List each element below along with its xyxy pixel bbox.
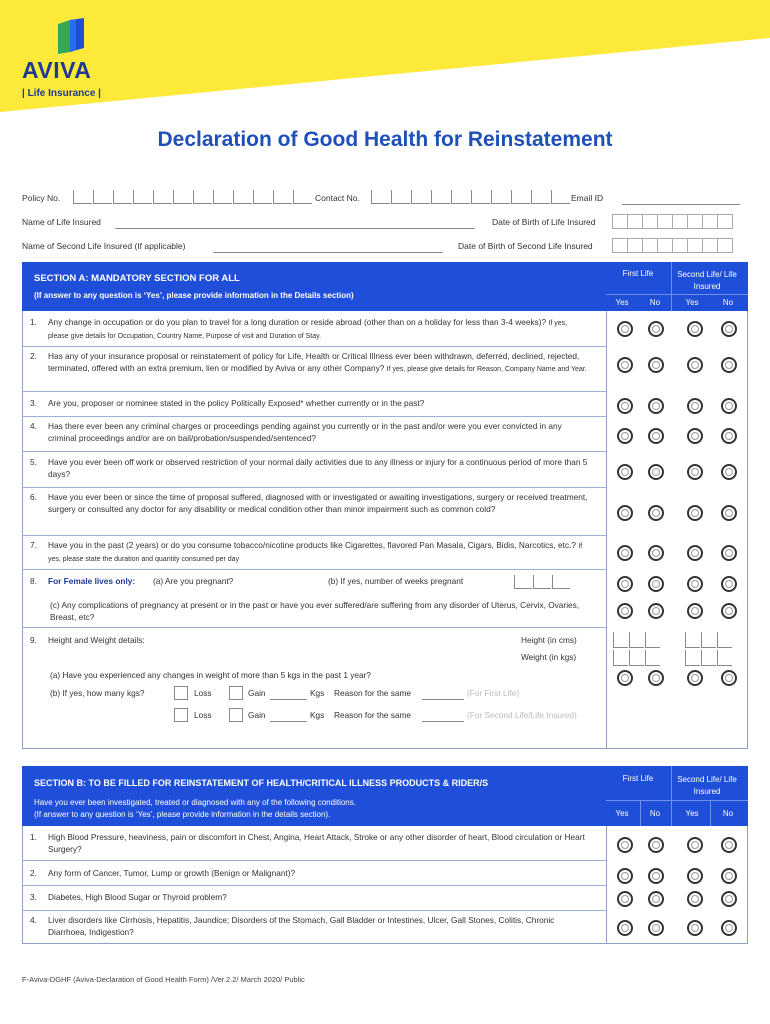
for-first-life-note: (For First Life) <box>467 688 520 698</box>
col-yes-first: Yes <box>615 298 629 307</box>
dob-second-label: Date of Birth of Second Life Insured <box>458 241 593 251</box>
kgs-label-second: Kgs <box>310 710 325 720</box>
col-yes-second: Yes <box>685 298 699 307</box>
radio-row8-second-yes[interactable] <box>687 576 703 592</box>
question-a9b: (b) If yes, how many kgs? <box>50 688 145 698</box>
radio-row11-first-yes[interactable] <box>617 837 633 853</box>
radio-row1-first-yes[interactable] <box>617 321 633 337</box>
kgs-input-second[interactable] <box>270 710 307 722</box>
question-a8-label: For Female lives only: <box>48 576 136 586</box>
col-first-life: First Life <box>622 269 654 278</box>
question-a8c: (c) Any complications of pregnancy at present or in the past or have you ever suffered/are suffering from any disorder of Uterus, Cervix, Ovaries, Breast, etc? <box>50 600 580 622</box>
name-second-input[interactable] <box>213 241 443 253</box>
radio-row14-first-no[interactable] <box>648 920 664 936</box>
radio-row12-first-yes[interactable] <box>617 868 633 884</box>
section-b-sub1: Have you ever been investigated, treated or diagnosed with any of the following conditions. <box>34 798 356 807</box>
radio-row2-first-no[interactable] <box>648 357 664 373</box>
radio-row12-second-yes[interactable] <box>687 868 703 884</box>
email-id-input[interactable] <box>622 193 740 205</box>
radio-row9-second-no[interactable] <box>721 603 737 619</box>
radio-row11-second-no[interactable] <box>721 837 737 853</box>
radio-row3-first-no[interactable] <box>648 398 664 414</box>
aviva-flag-icon <box>56 18 86 56</box>
b-col-no-second: No <box>722 809 734 818</box>
radio-row7-first-no[interactable] <box>648 545 664 561</box>
question-b4: 4. Liver disorders like Cirrhosis, Hepatitis, Jaundice; Disorders of the Stomach, Gall Bladder or Intestines, Ulcer, Gall Stones, Colitis, Chronic Diarrhoea, Indigestion? <box>30 915 555 937</box>
weight-label: Weight (in kgs) <box>521 652 577 662</box>
radio-row12-first-no[interactable] <box>648 868 664 884</box>
question-b1: 1. High Blood Pressure, heaviness, pain or discomfort in Chest, Angina, Heart Attack, Stroke or any other disorder of heart, Blood circulation or Heart Surgery? <box>30 832 585 854</box>
question-a9-label: Height and Weight details: <box>48 635 145 645</box>
radio-row7-second-no[interactable] <box>721 545 737 561</box>
weeks-pregnant-input[interactable] <box>514 575 571 589</box>
radio-row2-second-no[interactable] <box>721 357 737 373</box>
radio-row10-first-no[interactable] <box>648 670 664 686</box>
loss-label-first: Loss <box>194 688 212 698</box>
question-a8b: (b) If yes, number of weeks pregnant <box>328 576 464 586</box>
brand-name: AVIVA <box>22 57 92 83</box>
radio-row4-second-yes[interactable] <box>687 428 703 444</box>
radio-row3-first-yes[interactable] <box>617 398 633 414</box>
form-footer: F-Aviva-DGHF (Aviva-Declaration of Good Health Form) /Ver.2.2/ March 2020/ Public <box>22 975 305 984</box>
policy-no-label: Policy No. <box>22 193 61 203</box>
radio-row14-second-no[interactable] <box>721 920 737 936</box>
radio-row3-second-no[interactable] <box>721 398 737 414</box>
dob-second-input[interactable] <box>612 238 732 253</box>
radio-row5-first-yes[interactable] <box>617 464 633 480</box>
name-second-label: Name of Second Life Insured (If applicable) <box>22 241 186 251</box>
question-a6: 6. Have you ever been or since the time of proposal suffered, diagnosed with or investigated or awaiting investigations, surgery or received treatment, surgery or consulted any doctor for any disability or medical condition other than minor impairment such as common cold? <box>30 492 588 514</box>
radio-row13-first-yes[interactable] <box>617 891 633 907</box>
question-a4: 4. Has there ever been any criminal charges or proceedings pending against you currently or in the past and/or were you ever convicted in any criminal proceedings and/or are on bail/probation/suspended/sentenced? <box>30 421 562 443</box>
radio-row1-second-no[interactable] <box>721 321 737 337</box>
radio-row12-second-no[interactable] <box>721 868 737 884</box>
radio-row1-first-no[interactable] <box>648 321 664 337</box>
gain-checkbox-first[interactable] <box>229 686 243 700</box>
loss-label-second: Loss <box>194 710 212 720</box>
section-a-subtitle: (If answer to any question is ‘Yes’, please provide information in the Details section) <box>34 291 354 300</box>
dob-life-insured-input[interactable] <box>612 214 732 229</box>
radio-row9-first-no[interactable] <box>648 603 664 619</box>
section-b-title: SECTION B: TO BE FILLED FOR REINSTATEMENT OF HEALTH/CRITICAL ILLNESS PRODUCTS & RIDER/S <box>34 778 489 788</box>
radio-row6-first-yes[interactable] <box>617 505 633 521</box>
radio-row8-first-no[interactable] <box>648 576 664 592</box>
loss-checkbox-first[interactable] <box>174 686 188 700</box>
dob-life-insured-label: Date of Birth of Life Insured <box>492 217 596 227</box>
height-label: Height (in cms) <box>521 635 577 645</box>
question-a2: 2. Has any of your insurance proposal or reinstatement of policy for Life, Health or Critical Illness ever been withdrawn, deferred, declined, rejected, terminated, offered with an extra premium, lien or modified by Aviva or any other Company? If yes, please give details for Reason, Company Name and Year. <box>30 351 587 373</box>
radio-row6-second-no[interactable] <box>721 505 737 521</box>
radio-row5-second-no[interactable] <box>721 464 737 480</box>
section-a-header <box>22 262 606 311</box>
question-a7: 7. Have you in the past (2 years) or do you consume tobacco/nicotine products like Cigarettes, flavored Pan Masala, Cigars, Bidis, Narcotics, etc.? If yes, please state the duration and quantity consumed per day <box>30 540 583 563</box>
radio-row8-second-no[interactable] <box>721 576 737 592</box>
b-col-first-life: First Life <box>622 774 654 783</box>
section-b-sub2: (If answer to any question is ‘Yes’, please provide information in the details section). <box>34 810 331 819</box>
col-no-first: No <box>649 298 661 307</box>
radio-row8-first-yes[interactable] <box>617 576 633 592</box>
b-col-no-first: No <box>649 809 661 818</box>
radio-row13-second-no[interactable] <box>721 891 737 907</box>
radio-row10-second-no[interactable] <box>721 670 737 686</box>
kgs-label-first: Kgs <box>310 688 325 698</box>
radio-row14-second-yes[interactable] <box>687 920 703 936</box>
radio-row2-second-yes[interactable] <box>687 357 703 373</box>
kgs-input-first[interactable] <box>270 688 307 700</box>
contact-no-label: Contact No. <box>315 193 360 203</box>
question-a3: 3. Are you, proposer or nominee stated in the policy Politically Exposed* whether currently or in the past? <box>30 398 425 408</box>
radio-row10-first-yes[interactable] <box>617 670 633 686</box>
loss-checkbox-second[interactable] <box>174 708 188 722</box>
col-second-life: Second Life/ Life Insured <box>677 270 737 291</box>
b-col-yes-first: Yes <box>615 809 629 818</box>
radio-row6-second-yes[interactable] <box>687 505 703 521</box>
radio-row2-first-yes[interactable] <box>617 357 633 373</box>
radio-row11-first-no[interactable] <box>648 837 664 853</box>
radio-row9-first-yes[interactable] <box>617 603 633 619</box>
question-a1: 1. Any change in occupation or do you plan to travel for a long duration or reside abroad (other than on a holiday for less than 3-4 weeks)? If yes, please give details for Occupation, Country Name, Purpose of visit and Duration of Stay. <box>30 317 568 340</box>
radio-row4-first-yes[interactable] <box>617 428 633 444</box>
section-a-title: SECTION A: MANDATORY SECTION FOR ALL <box>34 273 240 284</box>
brand-subtitle: | Life Insurance | <box>22 88 101 99</box>
reason-input-first[interactable] <box>422 688 464 700</box>
radio-row14-first-yes[interactable] <box>617 920 633 936</box>
policy-no-input[interactable] <box>73 190 313 204</box>
header-banner <box>0 0 770 112</box>
gain-label-first: Gain <box>248 688 266 698</box>
radio-row3-second-yes[interactable] <box>687 398 703 414</box>
radio-row7-second-yes[interactable] <box>687 545 703 561</box>
radio-row5-first-no[interactable] <box>648 464 664 480</box>
gain-checkbox-second[interactable] <box>229 708 243 722</box>
radio-row13-second-yes[interactable] <box>687 891 703 907</box>
question-b3: 3. Diabetes, High Blood Sugar or Thyroid problem? <box>30 892 227 902</box>
reason-label-first: Reason for the same <box>334 688 412 698</box>
weight-first-input[interactable] <box>613 650 661 666</box>
question-a9a: (a) Have you experienced any changes in weight of more than 5 kgs in the past 1 year? <box>50 670 372 680</box>
radio-row5-second-yes[interactable] <box>687 464 703 480</box>
radio-row4-second-no[interactable] <box>721 428 737 444</box>
radio-row10-second-yes[interactable] <box>687 670 703 686</box>
radio-row6-first-no[interactable] <box>648 505 664 521</box>
contact-no-input[interactable] <box>371 190 571 204</box>
col-no-second: No <box>722 298 734 307</box>
b-col-second-life: Second Life/ Life Insured <box>677 775 737 796</box>
question-b2: 2. Any form of Cancer, Tumor, Lump or growth (Benign or Malignant)? <box>30 868 296 878</box>
height-second-input[interactable] <box>685 632 733 648</box>
gain-label-second: Gain <box>248 710 266 720</box>
for-second-life-note: (For Second Life/Life Insured) <box>467 710 577 720</box>
name-life-insured-input[interactable] <box>115 217 475 229</box>
page-title: Declaration of Good Health for Reinstatement <box>157 128 613 151</box>
question-a8a: (a) Are you pregnant? <box>153 576 234 586</box>
radio-row11-second-yes[interactable] <box>687 837 703 853</box>
reason-label-second: Reason for the same <box>334 710 412 720</box>
radio-row1-second-yes[interactable] <box>687 321 703 337</box>
question-a5: 5. Have you ever been off work or observed restriction of your normal daily activities due to any illness or injury for a continuous period of more than 5 days? <box>30 457 588 479</box>
radio-row13-first-no[interactable] <box>648 891 664 907</box>
radio-row9-second-yes[interactable] <box>687 603 703 619</box>
email-id-label: Email ID <box>571 193 604 203</box>
height-first-input[interactable] <box>613 632 661 648</box>
radio-row4-first-no[interactable] <box>648 428 664 444</box>
aviva-logo <box>18 18 108 99</box>
weight-second-input[interactable] <box>685 650 733 666</box>
name-life-insured-label: Name of Life Insured <box>22 217 101 227</box>
reason-input-second[interactable] <box>422 710 464 722</box>
b-col-yes-second: Yes <box>685 809 699 818</box>
radio-row7-first-yes[interactable] <box>617 545 633 561</box>
